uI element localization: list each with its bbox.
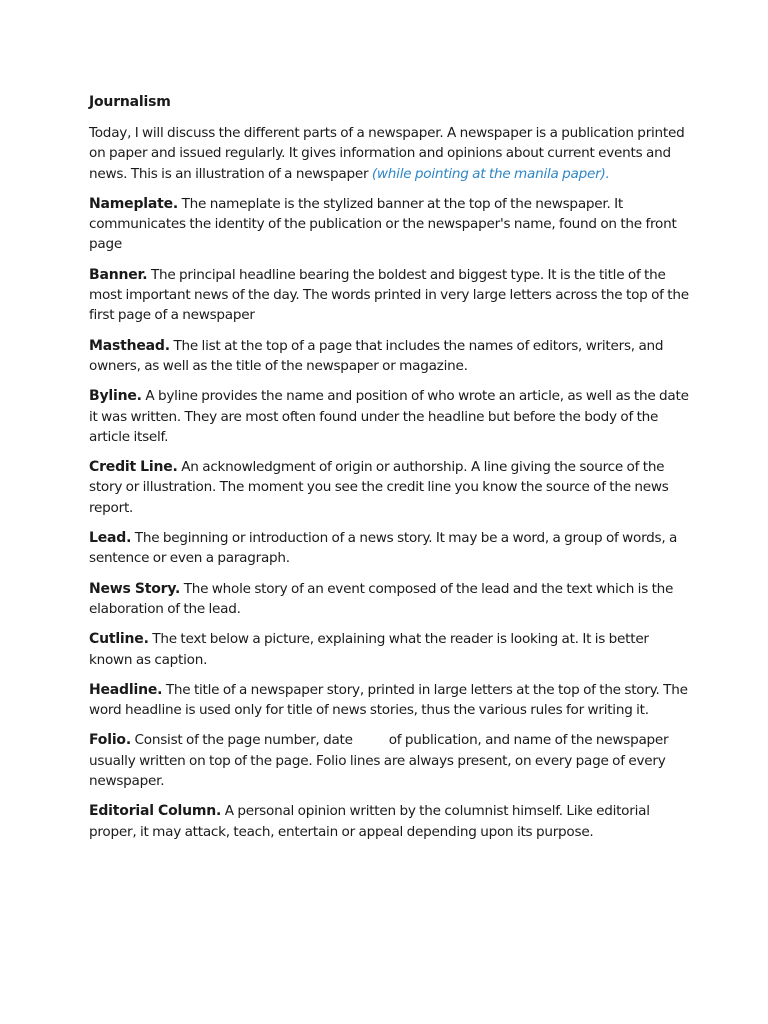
entry-nameplate — [89, 194, 689, 255]
entry-headline — [89, 680, 689, 721]
entry-definition: The text below a picture, explaining what the reader is looking at. It is better known as caption. — [89, 631, 649, 668]
entry-term: Cutline. — [89, 631, 149, 648]
document-title: Journalism — [89, 94, 171, 110]
entry-term: Lead. — [89, 530, 132, 547]
intro-paragraph — [89, 123, 689, 184]
entry-cutline — [89, 629, 689, 670]
entry-term: Banner. — [89, 266, 148, 283]
entry-definition: A byline provides the name and position of who wrote an article, as well as the date it was written. They are most often found under the headline but before the body of the article itself. — [89, 388, 689, 445]
entry-term: Byline. — [89, 388, 142, 405]
entry-term: Credit Line. — [89, 459, 178, 476]
entry-lead — [89, 528, 689, 569]
entry-definition: An acknowledgment of origin or authorship. A line giving the source of the story or illustration. The moment you see the credit line you know the source of the news report. — [89, 459, 669, 516]
entry-folio — [89, 730, 689, 791]
entry-news-story — [89, 579, 689, 620]
entry-definition: The list at the top of a page that includes the names of editors, writers, and owners, as well as the title of the newspaper or magazine. — [89, 337, 664, 374]
entry-credit-line — [89, 457, 689, 518]
entry-masthead — [89, 336, 689, 377]
entry-term: Headline. — [89, 681, 163, 698]
entry-definition: The whole story of an event composed of the lead and the text which is the elaboration of the lead. — [89, 580, 674, 617]
intro-aside: (while pointing at the manila paper). — [371, 165, 610, 182]
entry-definition: A personal opinion written by the columnist himself. Like editorial proper, it may attack, teach, entertain or appeal depending upon its purpose. — [89, 803, 650, 840]
entry-term: Nameplate. — [89, 195, 179, 212]
entry-term: Editorial Column. — [89, 803, 222, 820]
entry-definition-end: of publication, and name of the newspaper usually written on top of the page. Folio lines are always present, on every page of every newspaper. — [89, 732, 669, 790]
entry-banner — [89, 265, 689, 326]
entry-definition: The nameplate is the stylized banner at the top of the newspaper. It communicates the identity of the publication or the newspaper's name, found on the front page — [89, 195, 677, 253]
entry-term: Masthead. — [89, 337, 170, 354]
entry-definition: The title of a newspaper story, printed in large letters at the top of the story. The word headline is used only for title of news stories, thus the various rules for writing it. — [89, 681, 688, 719]
entry-definition: The beginning or introduction of a news story. It may be a word, a group of words, a sentence or even a paragraph. — [89, 530, 678, 567]
entry-term: Folio. — [89, 732, 131, 749]
intro-text: Today, I will discuss the different parts of a newspaper. A newspaper is a publication printed on paper and issued regularly. It gives information and opinions about current events and news. This is an illustration of a newspaper — [89, 125, 685, 182]
entry-definition-start: Consist of the page number, date — [134, 732, 353, 749]
entry-definition: The principal headline bearing the boldest and biggest type. It is the title of the most important news of the day. The words printed in very large letters across the top of the first page of a newspaper — [89, 266, 689, 324]
entry-term: News Story. — [89, 580, 181, 597]
entry-editorial-column — [89, 801, 689, 842]
entry-byline — [89, 386, 689, 447]
document-page — [89, 92, 689, 852]
